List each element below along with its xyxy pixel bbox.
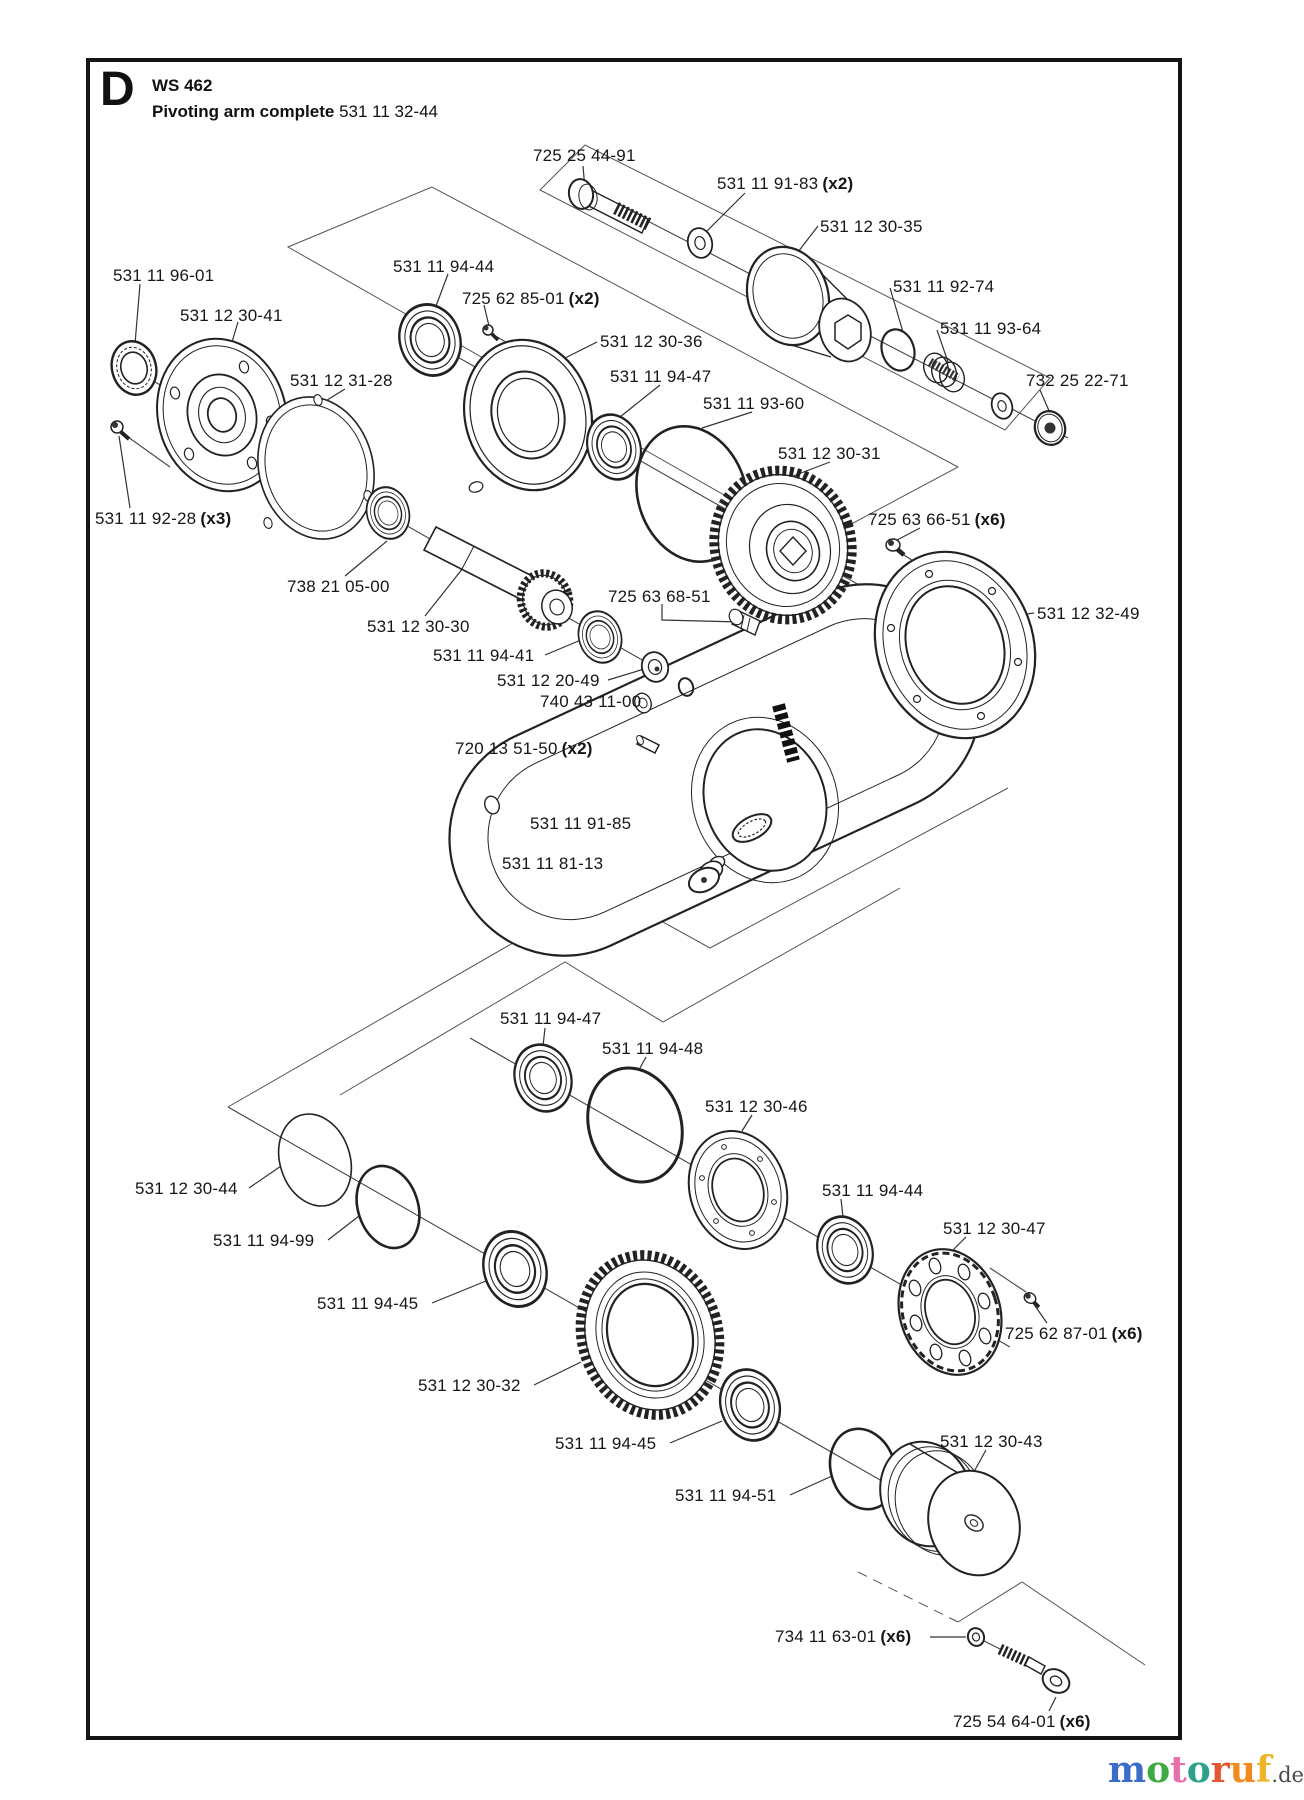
part-number: 734 11 63-01 (775, 1627, 877, 1646)
page-title-number: 531 11 32-44 (339, 102, 438, 121)
part-label (600, 332, 703, 352)
watermark-suffix: .de (1271, 1763, 1304, 1787)
part-number: 531 11 92-74 (893, 277, 995, 296)
part-label (317, 1294, 418, 1314)
part-label (540, 692, 641, 712)
part-number: 531 12 30-47 (943, 1219, 1046, 1238)
watermark-text: motoruf (1108, 1749, 1272, 1791)
part-number: 531 12 30-43 (940, 1432, 1043, 1451)
part-label (95, 509, 231, 529)
part-label (367, 617, 470, 637)
part-label (940, 1432, 1043, 1452)
part-number: 531 11 94-99 (213, 1231, 315, 1250)
part-label (1037, 604, 1140, 624)
part-label (455, 739, 593, 759)
part-number: 531 11 94-44 (822, 1181, 924, 1200)
part-label (602, 1039, 703, 1059)
part-label (868, 510, 1006, 530)
part-label (530, 814, 631, 834)
part-number: 531 12 30-31 (778, 444, 881, 463)
part-qty: (x6) (1059, 1712, 1091, 1731)
part-number: 531 11 94-44 (393, 257, 495, 276)
section-letter: D (100, 63, 135, 116)
part-label (555, 1434, 656, 1454)
part-label (180, 306, 283, 326)
part-label (953, 1712, 1091, 1732)
part-label (822, 1181, 923, 1201)
part-number: 531 12 30-35 (820, 217, 923, 236)
part-number: 531 11 94-51 (675, 1486, 777, 1505)
part-label (135, 1179, 238, 1199)
part-qty: (x2) (568, 289, 600, 308)
part-label (608, 587, 711, 607)
part-label (610, 367, 711, 387)
part-label (775, 1627, 911, 1647)
part-label (703, 394, 804, 414)
part-drawing-pivot-arm (413, 529, 1061, 993)
part-number: 531 11 96-01 (113, 266, 215, 285)
part-qty: (x6) (880, 1627, 912, 1646)
part-number: 531 11 94-47 (610, 367, 712, 386)
part-number: 725 63 66-51 (868, 510, 971, 529)
part-number: 740 43 11-00 (540, 692, 642, 711)
part-label (1005, 1324, 1143, 1344)
part-number: 725 62 85-01 (462, 289, 565, 308)
part-number: 531 12 30-46 (705, 1097, 808, 1116)
part-label (502, 854, 603, 874)
part-number: 531 11 94-45 (555, 1434, 657, 1453)
part-number: 531 12 32-49 (1037, 604, 1140, 623)
page-title-text: Pivoting arm complete (152, 102, 335, 121)
part-number: 531 11 94-41 (433, 646, 535, 665)
part-qty: (x6) (1111, 1324, 1143, 1343)
part-number: 531 12 30-41 (180, 306, 283, 325)
part-drawing-bolt-chain (567, 177, 1070, 449)
part-label (213, 1231, 314, 1251)
part-label (433, 646, 534, 666)
part-number: 531 12 30-36 (600, 332, 703, 351)
part-label (287, 577, 390, 597)
part-label (418, 1376, 521, 1396)
part-drawing-bottom-bolt (1000, 1649, 1074, 1698)
part-number: 531 12 30-44 (135, 1179, 238, 1198)
part-label (940, 319, 1041, 339)
part-number: 531 12 31-28 (290, 371, 393, 390)
part-number: 531 11 94-47 (500, 1009, 602, 1028)
part-label (778, 444, 881, 464)
part-label (1026, 371, 1129, 391)
part-number: 732 25 22-71 (1026, 371, 1129, 390)
part-number: 725 63 68-51 (608, 587, 711, 606)
part-number: 531 11 91-85 (530, 814, 632, 833)
part-label (497, 671, 600, 691)
part-label (290, 371, 393, 391)
part-number: 720 13 51-50 (455, 739, 558, 758)
part-number: 738 21 05-00 (287, 577, 390, 596)
part-number: 531 11 93-64 (940, 319, 1042, 338)
part-qty: (x3) (200, 509, 232, 528)
part-label (943, 1219, 1046, 1239)
part-number: 531 11 93-60 (703, 394, 805, 413)
part-number: 725 54 64-01 (953, 1712, 1056, 1731)
part-label (113, 266, 214, 286)
part-label (893, 277, 994, 297)
part-label (500, 1009, 601, 1029)
part-label (533, 146, 636, 166)
part-number: 725 62 87-01 (1005, 1324, 1108, 1343)
part-label (462, 289, 600, 309)
part-number: 531 11 91-83 (717, 174, 819, 193)
part-drawing-lower-assembly (267, 1037, 1073, 1697)
motoruf-watermark (1108, 1749, 1304, 1791)
part-label (393, 257, 494, 277)
part-number: 531 12 20-49 (497, 671, 600, 690)
part-number: 531 11 94-48 (602, 1039, 704, 1058)
part-number: 531 12 30-30 (367, 617, 470, 636)
model-name: WS 462 (152, 76, 213, 95)
part-qty: (x2) (822, 174, 854, 193)
part-number: 531 11 94-45 (317, 1294, 419, 1313)
part-qty: (x2) (561, 739, 593, 758)
part-qty: (x6) (974, 510, 1006, 529)
part-number: 531 11 92-28 (95, 509, 197, 528)
part-label (705, 1097, 808, 1117)
part-label (675, 1486, 776, 1506)
part-label (717, 174, 853, 194)
part-number: 725 25 44-91 (533, 146, 636, 165)
part-label (820, 217, 923, 237)
part-number: 531 12 30-32 (418, 1376, 521, 1395)
part-number: 531 11 81-13 (502, 854, 604, 873)
